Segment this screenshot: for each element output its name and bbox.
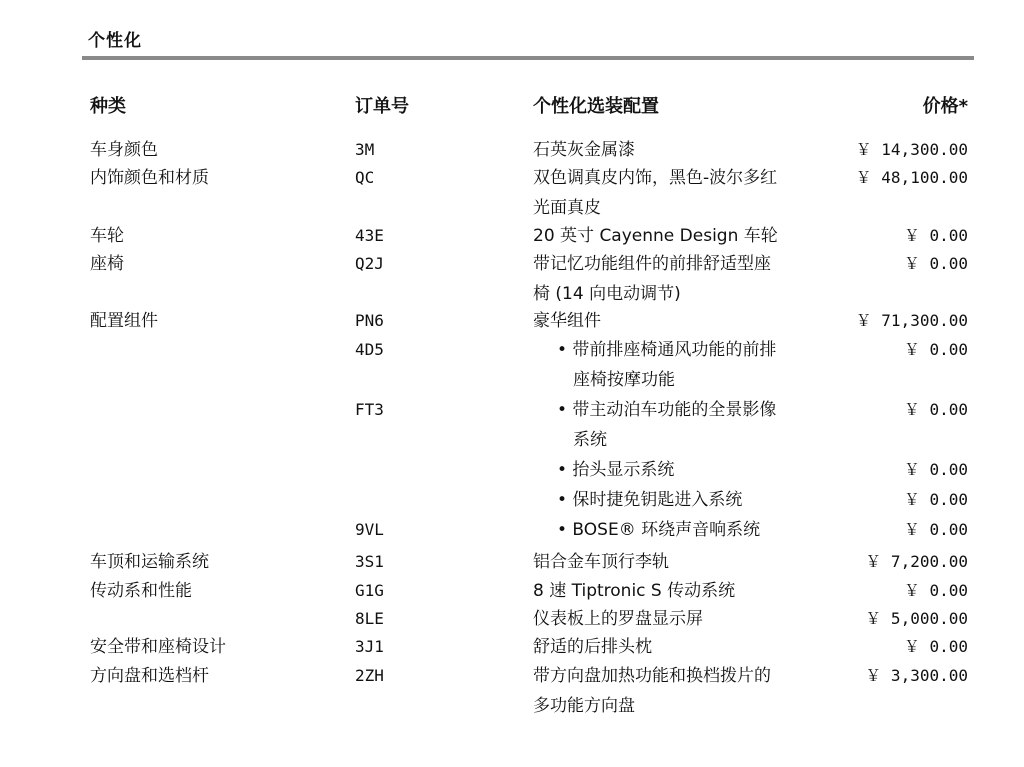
price-cell: ￥ 0.00 [903,490,968,509]
price-cell: ￥ 71,300.00 [855,311,968,330]
option-cell: 石英灰金属漆 [533,140,635,160]
category-cell: 车身颜色 [90,140,158,160]
header-order-number: 订单号 [355,96,409,117]
price-cell: ￥ 0.00 [903,520,968,539]
header-price: 价格* [922,96,968,117]
order-number-cell: 9VL [355,520,384,539]
price-cell: ￥ 0.00 [903,340,968,359]
order-number-cell: G1G [355,581,384,600]
sub-option-cell: • 带前排座椅通风功能的前排 座椅按摩功能 [557,340,777,390]
price-cell: ￥ 48,100.00 [855,168,968,187]
price-cell: ￥ 0.00 [903,400,968,419]
order-number-cell: 8LE [355,609,384,628]
price-cell: ￥ 0.00 [903,637,968,656]
sub-option-cell: • 带主动泊车功能的全景影像 系统 [557,400,777,450]
price-cell: ￥ 0.00 [903,254,968,273]
option-cell: 铝合金车顶行李轨 [533,552,669,572]
option-cell: 20 英寸 Cayenne Design 车轮 [533,226,778,246]
price-cell: ￥ 5,000.00 [865,609,968,628]
option-cell: 豪华组件 [533,311,601,331]
price-cell: ￥ 0.00 [903,226,968,245]
option-cell: 带方向盘加热功能和换档拨片的 多功能方向盘 [533,666,771,716]
order-number-cell: FT3 [355,400,384,419]
option-cell: 仪表板上的罗盘显示屏 [533,609,703,629]
category-cell: 车顶和运输系统 [90,552,209,572]
option-cell: 8 速 Tiptronic S 传动系统 [533,581,736,601]
order-number-cell: QC [355,168,375,187]
order-number-cell: 3S1 [355,552,384,571]
sub-option-cell: • 抬头显示系统 [557,460,675,480]
header-category: 种类 [90,96,126,117]
category-cell: 配置组件 [90,311,158,331]
title-divider [82,56,974,60]
order-number-cell: 3M [355,140,375,159]
price-cell: ￥ 7,200.00 [865,552,968,571]
header-option: 个性化选装配置 [533,96,659,117]
order-number-cell: Q2J [355,254,384,273]
option-cell: 双色调真皮内饰，黑色-波尔多红 光面真皮 [533,168,778,218]
category-cell: 方向盘和选档杆 [90,666,209,686]
category-cell: 车轮 [90,226,124,246]
category-cell: 内饰颜色和材质 [90,168,209,188]
order-number-cell: 2ZH [355,666,384,685]
table-header [0,92,1024,116]
category-cell: 安全带和座椅设计 [90,637,226,657]
price-cell: ￥ 0.00 [903,460,968,479]
order-number-cell: 3J1 [355,637,384,656]
price-cell: ￥ 14,300.00 [855,140,968,159]
price-cell: ￥ 3,300.00 [865,666,968,685]
sub-option-cell: • BOSE® 环绕声音响系统 [557,520,761,540]
order-number-cell: 4D5 [355,340,384,359]
category-cell: 传动系和性能 [90,581,192,601]
order-number-cell: PN6 [355,311,384,330]
category-cell: 座椅 [90,254,124,274]
section-title: 个性化 [88,31,142,51]
sub-option-cell: • 保时捷免钥匙进入系统 [557,490,743,510]
order-number-cell: 43E [355,226,384,245]
price-cell: ￥ 0.00 [903,581,968,600]
option-cell: 带记忆功能组件的前排舒适型座 椅 (14 向电动调节) [533,254,771,304]
option-cell: 舒适的后排头枕 [533,637,652,657]
